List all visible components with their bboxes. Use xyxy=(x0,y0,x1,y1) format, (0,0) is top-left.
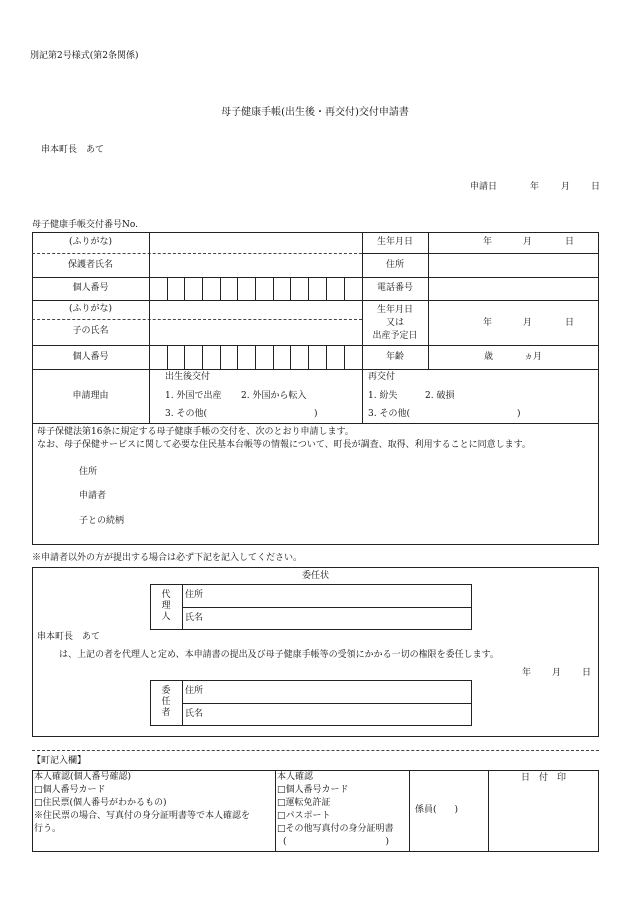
child-birth-label-2: 又は xyxy=(385,318,404,328)
guardian-furigana-label: (ふりがな) xyxy=(68,237,113,247)
child-birth-label-3: 出産予定日 xyxy=(372,331,418,341)
office-col1-item-2[interactable]: □ 住民票(個人番号がわかるもの) xyxy=(34,798,167,809)
principal-label-char-1: 委 xyxy=(161,686,171,696)
office-use-title: 【町記入欄】 xyxy=(32,756,87,766)
apply-date-year: 年 xyxy=(530,182,540,192)
proxy-date-day[interactable]: 日 xyxy=(582,668,592,678)
principal-address-field[interactable] xyxy=(210,681,471,702)
office-col2-item-1[interactable]: □ 個人番号カード xyxy=(277,785,349,796)
principal-name-label: 氏名 xyxy=(185,709,204,719)
agent-label-char-3: 人 xyxy=(161,612,171,622)
child-my-number-field[interactable] xyxy=(150,346,361,368)
child-birth-label-1: 生年月日 xyxy=(376,305,413,315)
guardian-birth-day: 日 xyxy=(565,237,575,247)
reissue-option-3[interactable]: 3. その他( xyxy=(368,409,410,419)
proxy-statement: は、上記の者を代理人と定め、本申請書の提出及び母子健康手帳等の受領にかかる一切の権限を委任します。 xyxy=(59,650,499,660)
guardian-birthdate-label: 生年月日 xyxy=(376,237,413,247)
applicant-address-field[interactable] xyxy=(130,462,430,480)
section-separator xyxy=(32,750,599,751)
office-col1-note-1: ※住民票の場合、写真付の身分証明書等で本人確認を xyxy=(34,811,251,821)
agent-label xyxy=(150,590,182,623)
applicant-name-field[interactable] xyxy=(130,486,430,504)
office-col2-item-2[interactable]: □ 運転免許証 xyxy=(277,798,331,809)
principal-label-char-3: 者 xyxy=(161,708,171,718)
child-name-field[interactable] xyxy=(150,320,361,344)
child-name-label: 子の氏名 xyxy=(72,326,109,336)
after-birth-option-3[interactable]: 3. その他( xyxy=(165,409,207,419)
reissue-option-1[interactable]: 1. 紛失 xyxy=(368,391,398,401)
guardian-name-label: 保護者氏名 xyxy=(67,260,113,270)
reissue-option-2[interactable]: 2. 破損 xyxy=(425,391,455,401)
office-col2-title: 本人確認 xyxy=(277,772,314,782)
child-furigana-label: (ふりがな) xyxy=(68,304,113,314)
applicant-relation-field[interactable] xyxy=(140,511,430,529)
proxy-addressee: 串本町長 あて xyxy=(37,632,101,642)
guardian-address-field[interactable] xyxy=(429,254,598,276)
guardian-phone-label: 電話番号 xyxy=(376,283,413,293)
office-staff[interactable]: 係員( ) xyxy=(415,805,459,815)
guardian-furigana-field[interactable] xyxy=(150,233,361,252)
guardian-my-number-label: 個人番号 xyxy=(72,283,109,293)
child-birth-day: 日 xyxy=(565,318,575,328)
after-birth-option-1[interactable]: 1. 外国で出産 xyxy=(165,391,222,401)
agent-name-field[interactable] xyxy=(210,608,471,629)
guardian-birth-year: 年 xyxy=(483,237,493,247)
child-age-months: ヵ月 xyxy=(524,352,543,362)
after-birth-option-2[interactable]: 2. 外国から転入 xyxy=(241,391,307,401)
statement-line-2: なお、母子保健サービスに関して必要な住民基本台帳等の情報について、町長が調査、取得、利用することに同意します。 xyxy=(37,440,531,450)
office-col1-title: 本人確認(個人番号確認) xyxy=(34,772,132,782)
office-col2-paren[interactable]: ( ) xyxy=(283,837,390,847)
reason-label: 申請理由 xyxy=(72,391,109,401)
office-col1-note-2: 行う。 xyxy=(34,824,62,834)
after-birth-option-3-close: ) xyxy=(314,409,318,419)
office-col2-item-4[interactable]: □ その他写真付の身分証明書 xyxy=(277,824,394,835)
guardian-name-field[interactable] xyxy=(150,254,361,276)
addressee: 串本町長 あて xyxy=(41,145,105,155)
apply-date-day: 日 xyxy=(591,182,601,192)
principal-address-label: 住所 xyxy=(185,686,204,696)
reissue-option-3-close: ) xyxy=(517,409,521,419)
page-title: 母子健康手帳(出生後・再交付)交付申請書 xyxy=(221,107,409,118)
after-birth-label: 出生後交付 xyxy=(165,372,211,382)
agent-address-label: 住所 xyxy=(185,590,204,600)
handbook-number-label: 母子健康手帳交付番号No. xyxy=(32,220,138,230)
apply-date-label: 申請日 xyxy=(470,182,498,192)
proxy-note: ※申請者以外の方が提出する場合は必ず下記を記入してください。 xyxy=(32,553,303,563)
child-furigana-field[interactable] xyxy=(150,301,361,318)
applicant-name-label: 申請者 xyxy=(79,491,107,501)
applicant-relation-label: 子との続柄 xyxy=(79,516,125,526)
agent-label-char-2: 理 xyxy=(161,601,171,611)
child-age-label: 年齢 xyxy=(385,352,404,362)
office-col2-item-3[interactable]: □ パスポート xyxy=(277,811,331,822)
proxy-date-month[interactable]: 月 xyxy=(552,668,562,678)
agent-name-label: 氏名 xyxy=(185,613,204,623)
principal-name-field[interactable] xyxy=(210,704,471,725)
child-my-number-label: 個人番号 xyxy=(72,352,109,362)
child-birth-year: 年 xyxy=(483,318,493,328)
guardian-address-label: 住所 xyxy=(385,260,404,270)
statement-line-1: 母子保健法第16条に規定する母子健康手帳の交付を、次のとおり申請します。 xyxy=(37,427,354,437)
office-date-stamp: 日 付 印 xyxy=(520,773,566,783)
principal-label xyxy=(150,686,182,719)
reissue-label: 再交付 xyxy=(368,372,396,382)
proxy-date-year[interactable]: 年 xyxy=(522,668,532,678)
guardian-birth-month: 月 xyxy=(523,237,533,247)
agent-label-char-1: 代 xyxy=(161,590,171,600)
guardian-phone-field[interactable] xyxy=(429,278,598,299)
proxy-title: 委任状 xyxy=(301,571,329,581)
office-col1-item-1[interactable]: □ 個人番号カード xyxy=(34,785,106,796)
form-label: 別記第2号様式(第2条関係) xyxy=(30,51,139,61)
child-age-years: 歳 xyxy=(484,352,494,362)
child-birth-month: 月 xyxy=(523,318,533,328)
agent-address-field[interactable] xyxy=(210,585,471,606)
guardian-my-number-field[interactable] xyxy=(150,278,361,299)
applicant-address-label: 住所 xyxy=(79,467,98,477)
apply-date-month: 月 xyxy=(561,182,571,192)
principal-label-char-2: 任 xyxy=(161,697,171,707)
